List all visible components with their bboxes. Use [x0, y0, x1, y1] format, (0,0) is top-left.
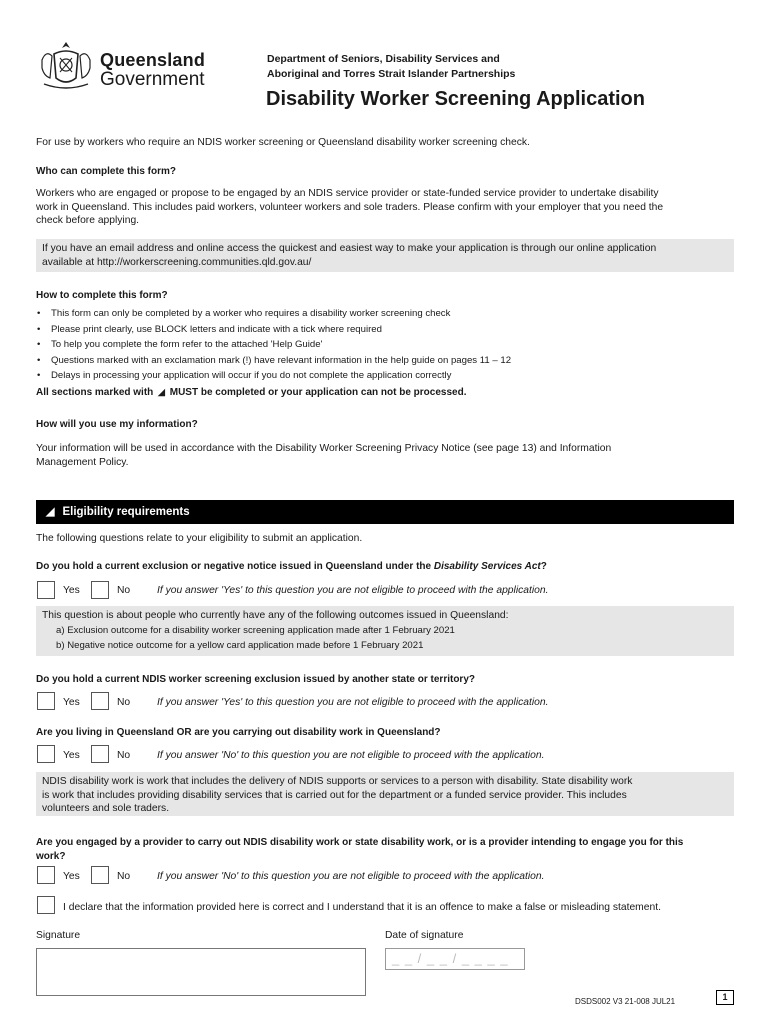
- department-line-2: Aboriginal and Torres Strait Islander Partnerships: [267, 68, 516, 80]
- department-name: [267, 52, 687, 82]
- how-bullet-list: [36, 306, 511, 384]
- info-line-2: Management Policy.: [36, 456, 129, 468]
- form-title: Disability Worker Screening Application: [266, 88, 645, 110]
- intro-text: For use by workers who require an NDIS worker screening or Queensland disability worker screening check.: [36, 137, 530, 148]
- q1-yes-label: Yes: [63, 585, 80, 596]
- section-header-eligibility: [36, 500, 734, 524]
- q4-no-checkbox[interactable]: [91, 866, 109, 884]
- question-3: Are you living in Queensland OR are you carrying out disability work in Queensland?: [36, 727, 441, 738]
- q2-no-checkbox[interactable]: [91, 692, 109, 710]
- info-line-1: Your information will be used in accordance with the Disability Worker Screening Privacy Notice (see page 13) and Information: [36, 443, 612, 454]
- date-label: Date of signature: [385, 930, 464, 941]
- page-number: 1: [716, 990, 734, 1005]
- logo-text-government: Government: [100, 69, 205, 90]
- q4-yes-label: Yes: [63, 871, 80, 882]
- question-4-line-1: Are you engaged by a provider to carry out NDIS disability work or state disability work, or is a provider intending to engage you for this: [36, 837, 684, 848]
- coat-of-arms-icon: [36, 38, 96, 94]
- question-4-line-2: work?: [36, 850, 66, 862]
- question-2: Do you hold a current NDIS worker screening exclusion issued by another state or territory?: [36, 674, 475, 685]
- online-note-link[interactable]: available at http://workerscreening.communities.qld.gov.au/: [42, 256, 312, 268]
- q3-no-label: No: [117, 750, 131, 761]
- q1-info-item-a: a) Exclusion outcome for a disability worker screening application made after 1 February 2021: [56, 625, 455, 636]
- qld-government-logo: [36, 38, 216, 94]
- form-code: DSDS002 V3 21-008 JUL21: [575, 997, 676, 1006]
- q3-eligibility-note: If you answer 'No' to this question you are not eligible to proceed with the application.: [157, 750, 545, 761]
- mandatory-marker-icon: ◢: [158, 387, 165, 397]
- info-heading: How will you use my information?: [36, 419, 198, 430]
- mandatory-note-prefix: All sections marked with: [36, 387, 154, 398]
- list-item: • To help you complete the form refer to the attached 'Help Guide': [36, 337, 511, 353]
- q3-no-checkbox[interactable]: [91, 745, 109, 763]
- q2-no-label: No: [117, 697, 131, 708]
- who-line-3: check before applying.: [36, 215, 140, 226]
- who-line-2: work in Queensland. This includes paid workers, volunteer workers and sole traders. Please confirm with your employer that you need the: [36, 201, 664, 213]
- q1-no-label: No: [117, 585, 131, 596]
- mandatory-sections-note: [36, 387, 466, 398]
- declaration-text: I declare that the information provided here is correct and I understand that it is an offence to make a false or misleading statement.: [63, 902, 661, 913]
- q3-yes-label: Yes: [63, 750, 80, 761]
- section-intro: The following questions relate to your eligibility to submit an application.: [36, 533, 363, 544]
- how-heading: How to complete this form?: [36, 290, 168, 301]
- q3-info-line-2: is work that includes providing disability services that is carried out for the department or a funded service provider. This includes: [42, 789, 627, 801]
- q1-eligibility-note: If you answer 'Yes' to this question you are not eligible to proceed with the application.: [157, 585, 549, 596]
- question-1: [36, 561, 547, 572]
- section-title: Eligibility requirements: [62, 506, 190, 518]
- q3-info-line-1: NDIS disability work is work that includes the delivery of NDIS supports or services to a person with disability. State disability work: [42, 776, 633, 787]
- online-note-line-1: If you have an email address and online access the quickest and easiest way to make your application is through our online application: [42, 243, 657, 254]
- question-4: [36, 836, 683, 863]
- logo-text-queensland: Queensland: [100, 50, 206, 70]
- mandatory-marker-icon: ◢: [46, 506, 55, 518]
- list-item: • Please print clearly, use BLOCK letters and indicate with a tick where required: [36, 322, 511, 338]
- q4-yes-checkbox[interactable]: [37, 866, 55, 884]
- declaration-checkbox[interactable]: [37, 896, 55, 914]
- q2-eligibility-note: If you answer 'Yes' to this question you are not eligible to proceed with the application.: [157, 697, 549, 708]
- q3-yes-checkbox[interactable]: [37, 745, 55, 763]
- who-line-1: Workers who are engaged or propose to be engaged by an NDIS service provider or state-funded service provider to undertake disability: [36, 188, 659, 199]
- q1-yes-checkbox[interactable]: [37, 581, 55, 599]
- q1-info-text: This question is about people who currently have any of the following outcomes issued in Queensland:: [42, 610, 509, 621]
- q1-info-item-b: b) Negative notice outcome for a yellow card application made before 1 February 2021: [56, 640, 424, 651]
- mandatory-note-suffix: MUST be completed or your application can not be processed.: [169, 387, 467, 398]
- list-item: • Delays in processing your application will occur if you do not complete the application correctly: [36, 368, 511, 384]
- q3-info-text: [42, 775, 632, 816]
- question-1-act-name: Disability Services Act: [433, 561, 541, 572]
- list-item: • Questions marked with an exclamation mark (!) have relevant information in the help guide on pages 11 – 12: [36, 353, 511, 369]
- q4-eligibility-note: If you answer 'No' to this question you are not eligible to proceed with the application.: [157, 871, 545, 882]
- q1-no-checkbox[interactable]: [91, 581, 109, 599]
- signature-label: Signature: [36, 930, 81, 941]
- who-text: [36, 187, 663, 228]
- date-of-signature-field[interactable]: _ _ / _ _ / _ _ _ _: [385, 948, 525, 970]
- q4-no-label: No: [117, 871, 131, 882]
- question-1-text: Do you hold a current exclusion or negative notice issued in Queensland under the: [36, 561, 434, 572]
- info-text: [36, 442, 611, 469]
- signature-field[interactable]: [36, 948, 366, 996]
- q2-yes-label: Yes: [63, 697, 80, 708]
- q2-yes-checkbox[interactable]: [37, 692, 55, 710]
- question-1-suffix: ?: [540, 561, 547, 572]
- q3-info-line-3: volunteers and sole traders.: [42, 803, 170, 814]
- list-item: • This form can only be completed by a worker who requires a disability worker screening check: [36, 306, 511, 322]
- who-heading: Who can complete this form?: [36, 166, 177, 177]
- department-line-1: Department of Seniors, Disability Services and: [267, 53, 500, 65]
- online-note-text: [42, 242, 656, 269]
